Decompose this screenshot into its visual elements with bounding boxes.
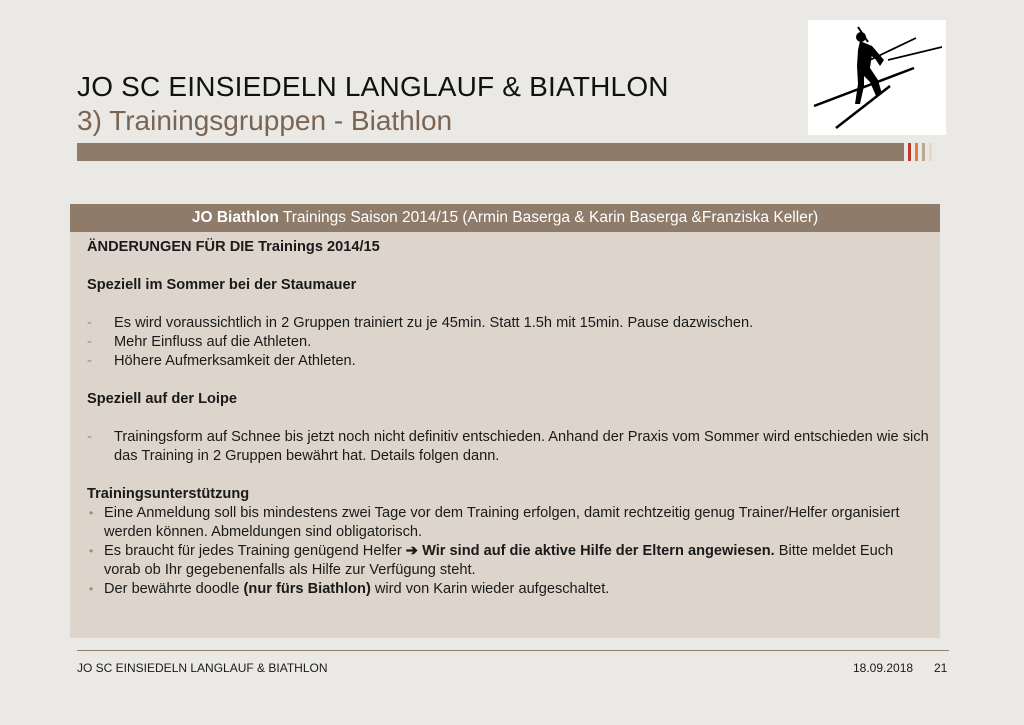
list-item-text: Mehr Einfluss auf die Athleten. xyxy=(114,334,312,350)
footer-divider xyxy=(77,650,949,651)
list-item xyxy=(87,428,937,466)
list-item-text: wird von Karin wieder aufgeschaltet. xyxy=(370,581,610,597)
list-item xyxy=(87,333,940,352)
list-item xyxy=(87,352,940,371)
panel-header xyxy=(70,204,940,232)
bullet-marker: • xyxy=(89,506,94,520)
accent-stripe xyxy=(929,143,932,161)
title-underline-bar xyxy=(77,143,904,161)
arrow-right-icon: ➔ xyxy=(405,543,419,559)
summer-heading: Speziell im Sommer bei der Staumauer xyxy=(87,277,357,293)
list-item xyxy=(87,504,907,542)
panel-body xyxy=(70,232,940,599)
slide-title: JO SC EINSIEDELN LANGLAUF & BIATHLON xyxy=(77,71,669,102)
list-item xyxy=(87,314,940,333)
slide-title-block xyxy=(77,70,669,138)
list-item-emphasis: (nur fürs Biathlon) xyxy=(243,581,371,597)
content-panel xyxy=(70,204,940,638)
changes-heading: ÄNDERUNGEN FÜR DIE Trainings 2014/15 xyxy=(87,239,380,255)
list-item-emphasis: Wir sind auf die aktive Hilfe der Eltern angewiesen. xyxy=(418,543,775,559)
accent-stripe xyxy=(915,143,918,161)
list-item-text: Eine Anmeldung soll bis mindestens zwei Tage vor dem Training erfolgen, damit rechtzeitig genug Trainer/Helfer organisiert werden können. Abmeldungen sind obligatorisch. xyxy=(104,505,900,540)
list-item xyxy=(87,580,940,599)
accent-stripe xyxy=(908,143,911,161)
biathlete-skier-icon xyxy=(808,20,946,135)
slide-subtitle: 3) Trainingsgruppen - Biathlon xyxy=(77,105,453,136)
panel-header-text: Trainings Saison 2014/15 (Armin Baserga & Karin Baserga &Franziska Keller) xyxy=(278,209,819,226)
loipe-heading: Speziell auf der Loipe xyxy=(87,391,238,407)
list-item-text: Trainingsform auf Schnee bis jetzt noch nicht definitiv entschieden. Anhand der Praxis vom Sommer wird entschieden wie sich das Training in 2 Gruppen bewährt hat. Details folgen dann. xyxy=(114,429,929,464)
list-item-text: Der bewährte doodle xyxy=(104,581,244,597)
footer-date: 18.09.2018 xyxy=(853,661,914,675)
list-item-text: Es wird voraussichtlich in 2 Gruppen trainiert zu je 45min. Statt 1.5h mit 15min. Pause dazwischen. xyxy=(114,315,754,331)
dash-marker: - xyxy=(87,353,92,369)
panel-header-bold: JO Biathlon xyxy=(191,209,279,226)
bullet-marker: • xyxy=(89,544,94,558)
support-heading: Trainingsunterstützung xyxy=(87,486,250,502)
accent-stripe xyxy=(922,143,925,161)
footer-org-name: JO SC EINSIEDELN LANGLAUF & BIATHLON xyxy=(77,661,328,675)
dash-marker: - xyxy=(87,334,92,350)
page-number: 21 xyxy=(934,661,948,675)
list-item-text: Es braucht für jedes Training genügend Helfer xyxy=(104,543,406,559)
list-item-text: Höhere Aufmerksamkeit der Athleten. xyxy=(114,353,356,369)
list-item-text: Bitte meldet Euch vorab ob Ihr gegebenenfalls als Hilfe zur Verfügung steht. xyxy=(104,543,894,578)
dash-marker: - xyxy=(87,429,92,445)
accent-stripes xyxy=(908,143,936,161)
dash-marker: - xyxy=(87,315,92,331)
bullet-marker: • xyxy=(89,582,94,596)
list-item xyxy=(87,542,927,580)
